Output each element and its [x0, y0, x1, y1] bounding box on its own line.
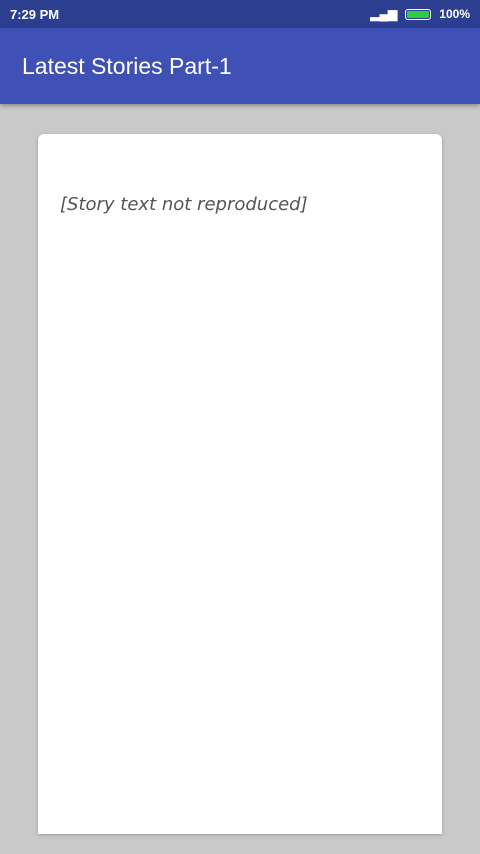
- status-icons: [370, 7, 470, 21]
- story-card[interactable]: [38, 134, 442, 834]
- status-bar: [0, 0, 480, 28]
- app-bar: [0, 28, 480, 104]
- battery-percent: 100%: [439, 7, 470, 21]
- battery-fill: [407, 11, 429, 18]
- page-title: Latest Stories Part-1: [22, 52, 232, 79]
- status-time: 7:29 PM: [10, 6, 60, 22]
- battery-icon: [405, 9, 431, 20]
- story-text: [Story text not reproduced]: [60, 194, 308, 215]
- signal-icon: ▂▄▆: [370, 7, 398, 21]
